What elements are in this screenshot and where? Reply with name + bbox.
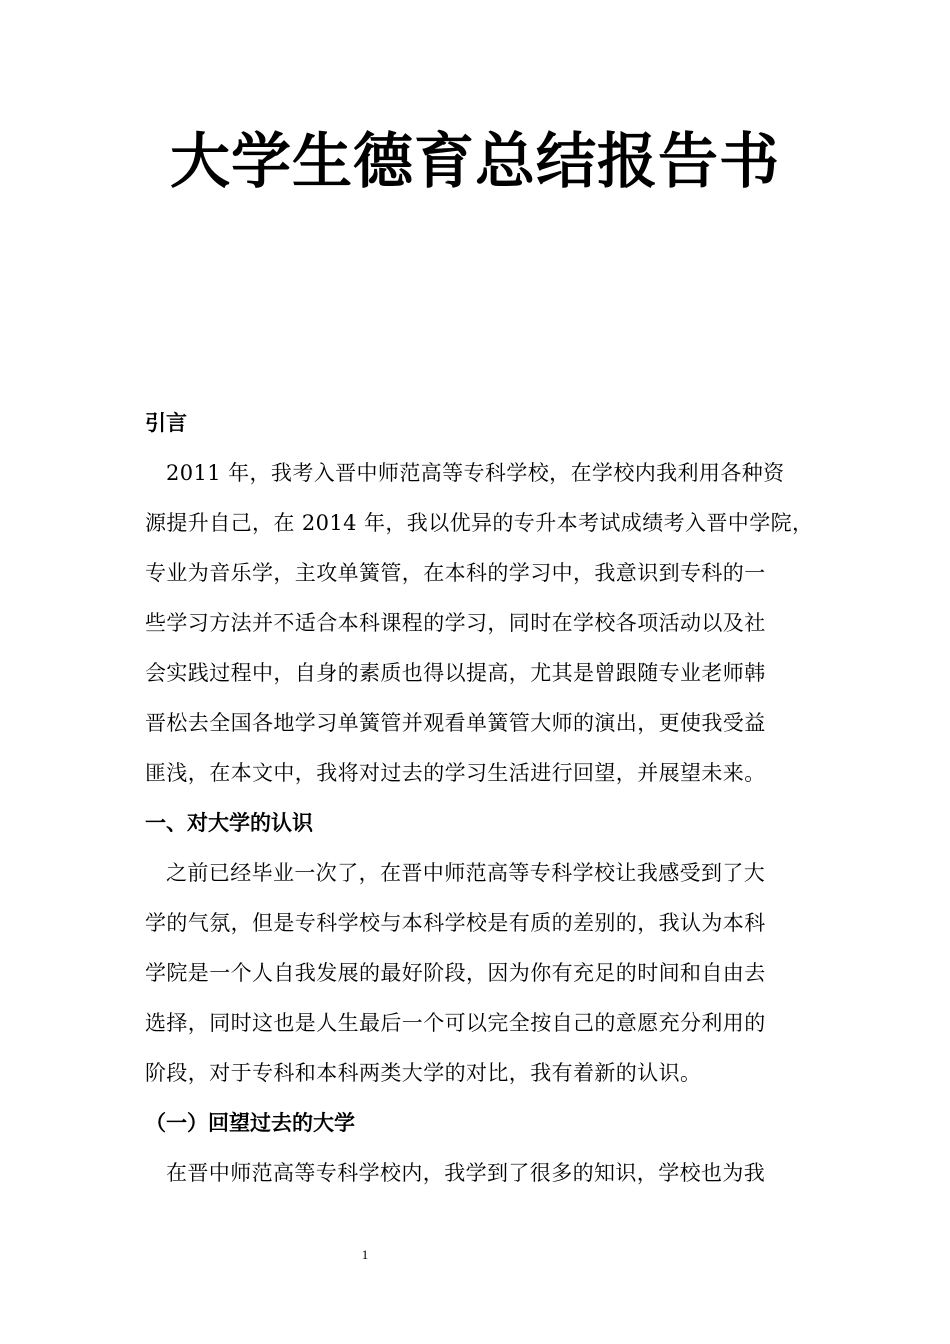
paragraph-line: 晋松去全国各地学习单簧管并观看单簧管大师的演出，更使我受益 <box>145 711 766 735</box>
paragraph-line: 专业为音乐学，主攻单簧管，在本科的学习中，我意识到专科的一 <box>145 561 766 585</box>
page-number: 1 <box>361 1247 369 1262</box>
section-heading-intro: 引言 <box>145 411 187 435</box>
document-title: 大学生德育总结报告书 <box>170 127 780 197</box>
paragraph-line: 会实践过程中，自身的素质也得以提高，尤其是曾跟随专业老师韩 <box>145 661 766 685</box>
paragraph-line: 源提升自己，在 2014 年，我以优异的专升本考试成绩考入晋中学院， <box>145 511 814 535</box>
paragraph-line: 些学习方法并不适合本科课程的学习，同时在学校各项活动以及社 <box>145 611 766 635</box>
section-heading-part1: 一、对大学的认识 <box>145 811 313 835</box>
paragraph-line: 在晋中师范高等专科学校内，我学到了很多的知识，学校也为我 <box>166 1161 766 1185</box>
section-heading-part1-1: （一）回望过去的大学 <box>145 1111 355 1135</box>
paragraph-line: 之前已经毕业一次了，在晋中师范高等专科学校让我感受到了大 <box>166 861 766 885</box>
paragraph-line: 选择，同时这也是人生最后一个可以完全按自己的意愿充分利用的 <box>145 1011 766 1035</box>
paragraph-line: 匪浅，在本文中，我将对过去的学习生活进行回望，并展望未来。 <box>145 761 766 785</box>
paragraph-line: 学院是一个人自我发展的最好阶段，因为你有充足的时间和自由去 <box>145 961 766 985</box>
document-body <box>145 398 825 1198</box>
paragraph-line: 2011 年，我考入晋中师范高等专科学校，在学校内我利用各种资 <box>166 461 785 485</box>
paragraph-line: 学的气氛，但是专科学校与本科学校是有质的差别的，我认为本科 <box>145 911 766 935</box>
paragraph-line: 阶段，对于专科和本科两类大学的对比，我有着新的认识。 <box>145 1061 702 1085</box>
